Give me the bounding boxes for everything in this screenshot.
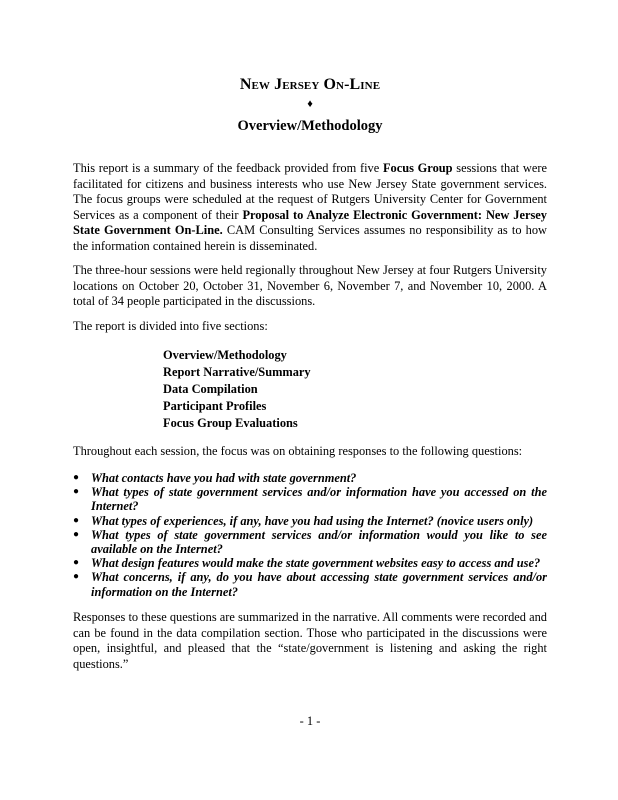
diamond-ornament-icon: ♦	[307, 98, 313, 110]
intro-text-2: sessions that were facilitated for citizens and business interests who use New Jersey State government services. The focus groups were scheduled at the request of Rutgers University Center for Government Services as a component of their	[73, 161, 547, 222]
question-item	[73, 485, 547, 513]
bullet-icon: ●	[73, 528, 80, 540]
document-title: New Jersey On-Line	[239, 76, 381, 93]
question-item	[73, 514, 547, 528]
question-text: What concerns, if any, do you have about accessing state government services and/or information on the Internet?	[91, 570, 547, 599]
bullet-icon: ●	[73, 472, 80, 483]
intro-bold-focus-group: Focus Group	[382, 161, 453, 175]
bullet-icon: ●	[73, 514, 80, 526]
question-text: What contacts have you had with state government?	[91, 471, 357, 485]
bullet-icon: ●	[73, 486, 80, 498]
bullet-icon: ●	[73, 571, 80, 583]
question-item	[73, 570, 547, 598]
question-text: What types of state government services and/or information would you like to see available on the Internet?	[91, 527, 547, 557]
section-item: Report Narrative/Summary	[163, 365, 311, 379]
intro-bold-proposal: Proposal to Analyze Electronic Government: New Jersey State Government On-Line.	[73, 207, 548, 238]
sessions-paragraph: The three-hour sessions were held regionally throughout New Jersey at four Rutgers University locations on October 20, October 31, November 6, November 7, and November 10, 2000. A total of 34 people participated in the discussions.	[73, 263, 547, 309]
page-number: - 1 -	[299, 714, 321, 728]
bullet-icon: ●	[73, 557, 80, 569]
question-item	[73, 556, 547, 570]
question-item	[73, 528, 547, 556]
intro-text-3: CAM Consulting Services assumes no responsibility as to how the information contained herein is disseminated.	[73, 223, 547, 253]
question-item	[73, 471, 547, 485]
section-subtitle: Overview/Methodology	[237, 118, 383, 134]
section-item: Participant Profiles	[163, 399, 267, 413]
question-text: What types of experiences, if any, have you had using the Internet? (novice users only)	[91, 513, 534, 528]
sections-intro: The report is divided into five sections:	[73, 319, 268, 333]
document-page	[73, 0, 547, 800]
intro-text-1: This report is a summary of the feedback provided from five	[73, 161, 383, 175]
section-item: Focus Group Evaluations	[163, 416, 298, 430]
section-item: Data Compilation	[163, 382, 258, 396]
questions-intro: Throughout each session, the focus was on obtaining responses to the following questions:	[73, 444, 523, 458]
intro-paragraph	[73, 161, 547, 255]
question-text: What types of state government services and/or information have you accessed on the Internet?	[91, 485, 547, 514]
questions-list	[73, 471, 547, 599]
section-item: Overview/Methodology	[163, 348, 287, 362]
sections-list	[163, 347, 311, 432]
question-text: What design features would make the state government websites easy to access and use?	[91, 556, 541, 571]
closing-paragraph: Responses to these questions are summarized in the narrative. All comments were recorded and can be found in the data compilation section. Those who participated in the discussions were open, insightful, and pleased that the “state/government is listening and asking the right questions.”	[73, 610, 547, 671]
